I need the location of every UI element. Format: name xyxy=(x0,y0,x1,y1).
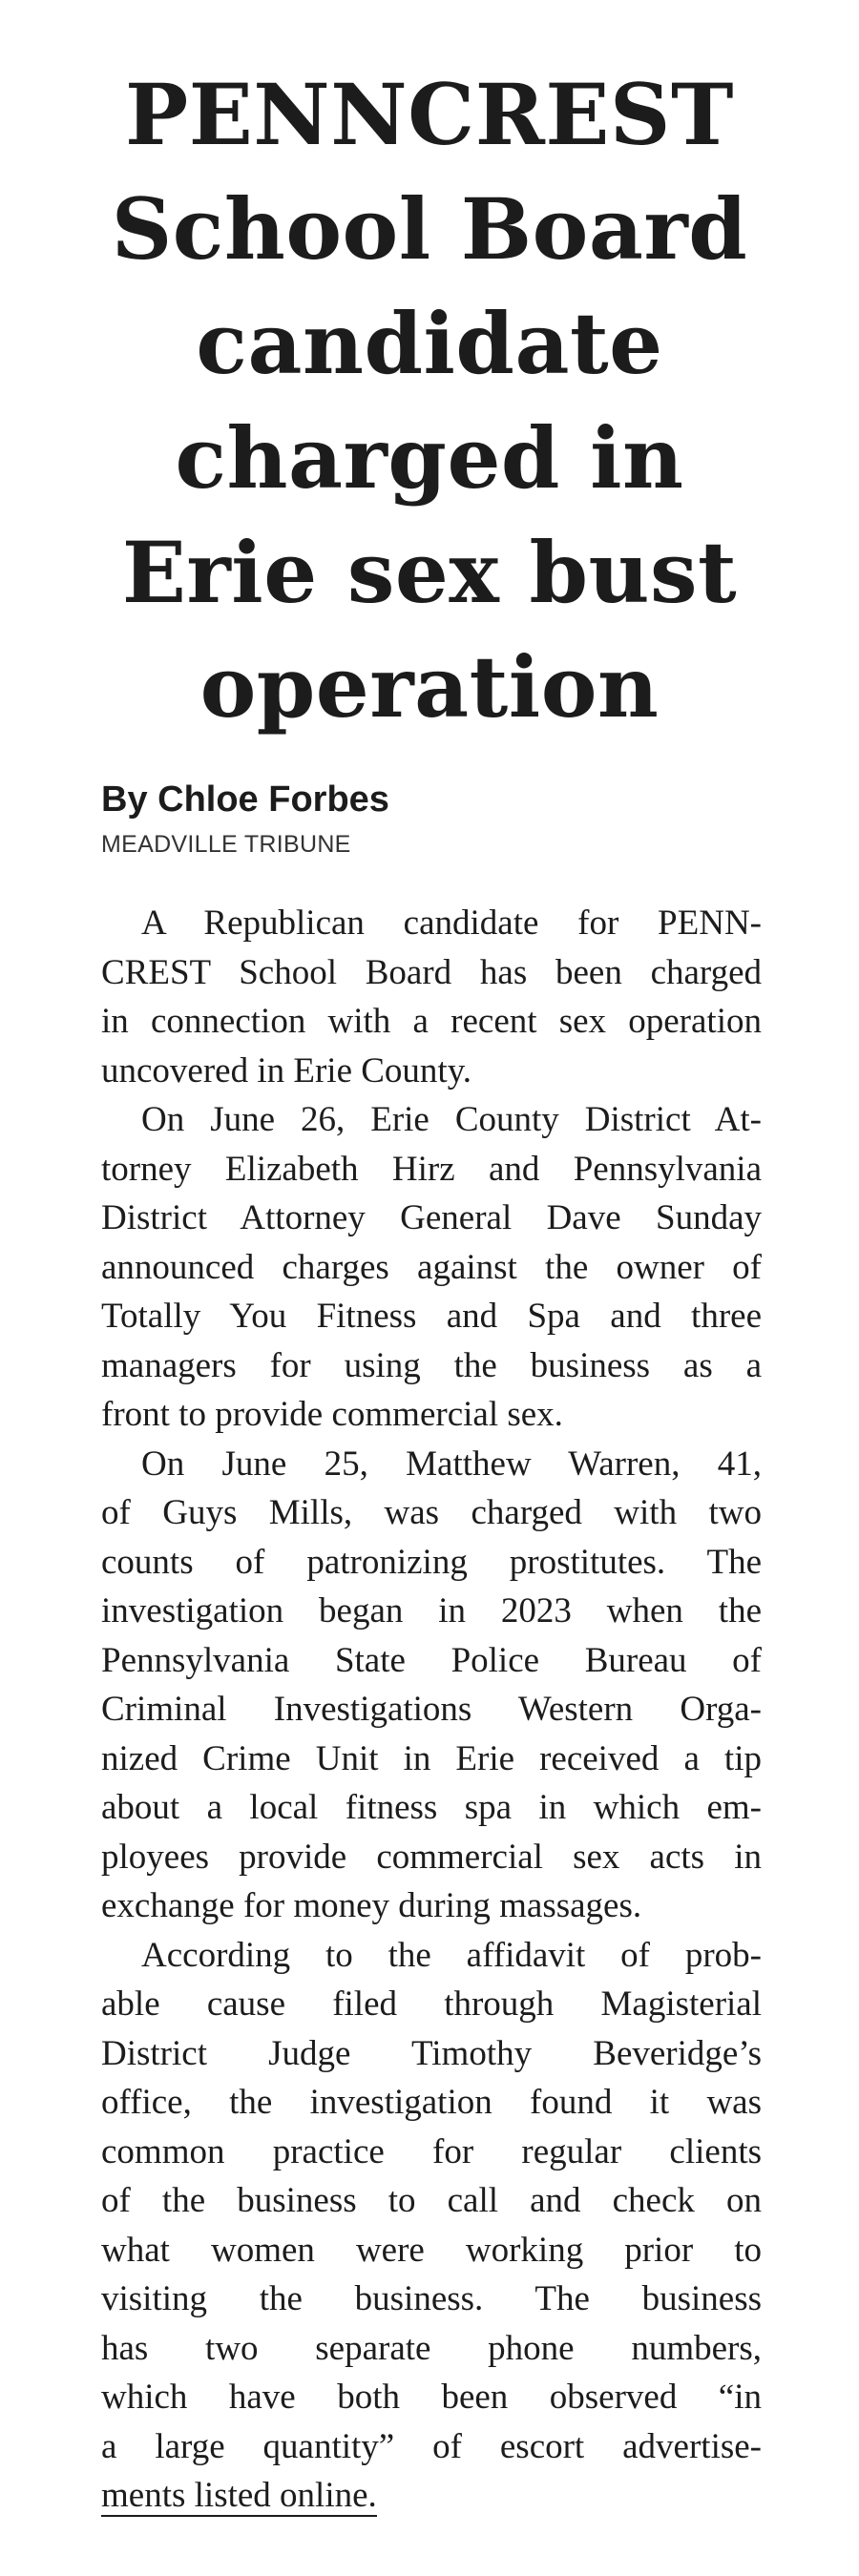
text-line: what women were working prior to xyxy=(101,2230,762,2270)
text-line xyxy=(101,2471,762,2521)
text-line: able cause filed through Magisterial xyxy=(101,1984,762,2024)
text-line: about a local fitness spa in which em- xyxy=(101,1788,762,1827)
text-line: torney Elizabeth Hirz and Pennsylvania xyxy=(101,1149,762,1189)
text-line: ployees provide commercial sex acts in xyxy=(101,1837,762,1877)
text-line: common practice for regular clients xyxy=(101,2131,762,2171)
headline-line: charged in xyxy=(175,408,684,508)
text-line: a large quantity” of escort advertise- xyxy=(101,2426,762,2466)
text-line: of the business to call and check on xyxy=(101,2181,762,2220)
article-paragraph xyxy=(101,1095,762,1440)
source-publication: MEADVILLE TRIBUNE xyxy=(101,831,351,858)
text-line: A Republican candidate for PENN- xyxy=(141,904,762,943)
text-line: front to provide commercial sex. xyxy=(101,1395,563,1434)
headline-line: School Board xyxy=(111,179,748,279)
text-line: office, the investigation found it was xyxy=(101,2083,762,2122)
text-line: On June 25, Matthew Warren, 41, xyxy=(141,1444,762,1484)
text-line: District Attorney General Dave Sunday xyxy=(101,1198,762,1237)
text-line: in connection with a recent sex operation xyxy=(101,1002,762,1041)
article-paragraph xyxy=(101,1440,762,1931)
byline: By Chloe Forbes xyxy=(101,779,389,820)
headline xyxy=(57,57,802,744)
text-line: exchange for money during massages. xyxy=(101,1886,642,1925)
text-line: has two separate phone numbers, xyxy=(101,2328,762,2368)
text-line: On June 26, Erie County District At- xyxy=(141,1100,762,1139)
underlined-text: ments listed online. xyxy=(101,2476,377,2515)
text-line: Criminal Investigations Western Orga- xyxy=(101,1690,762,1729)
text-line: CREST School Board has been charged xyxy=(101,952,762,992)
text-line: According to the affidavit of prob- xyxy=(141,1935,762,1975)
text-line: counts of patronizing prostitutes. The xyxy=(101,1542,762,1582)
headline-line: PENNCREST xyxy=(125,65,734,164)
text-line: District Judge Timothy Beveridge’s xyxy=(101,2033,762,2073)
text-line: managers for using the business as a xyxy=(101,1345,762,1385)
text-line: visiting the business. The business xyxy=(101,2279,762,2318)
article-body xyxy=(101,899,762,2521)
text-line: investigation began in 2023 when the xyxy=(101,1591,762,1631)
article-paragraph xyxy=(101,1931,762,2521)
headline-line: operation xyxy=(199,637,660,737)
text-line: nized Crime Unit in Erie received a tip xyxy=(101,1738,762,1778)
text-line: which have both been observed “in xyxy=(101,2378,762,2417)
headline-line: Erie sex bust xyxy=(121,523,738,622)
text-line: uncovered in Erie County. xyxy=(101,1050,472,1091)
text-line: Pennsylvania State Police Bureau of xyxy=(101,1640,762,1680)
text-line: of Guys Mills, was charged with two xyxy=(101,1493,762,1532)
text-line: Totally You Fitness and Spa and three xyxy=(101,1297,762,1336)
text-line: announced charges against the owner of xyxy=(101,1247,762,1287)
headline-line: candidate xyxy=(196,294,663,393)
article-paragraph xyxy=(101,899,762,1095)
